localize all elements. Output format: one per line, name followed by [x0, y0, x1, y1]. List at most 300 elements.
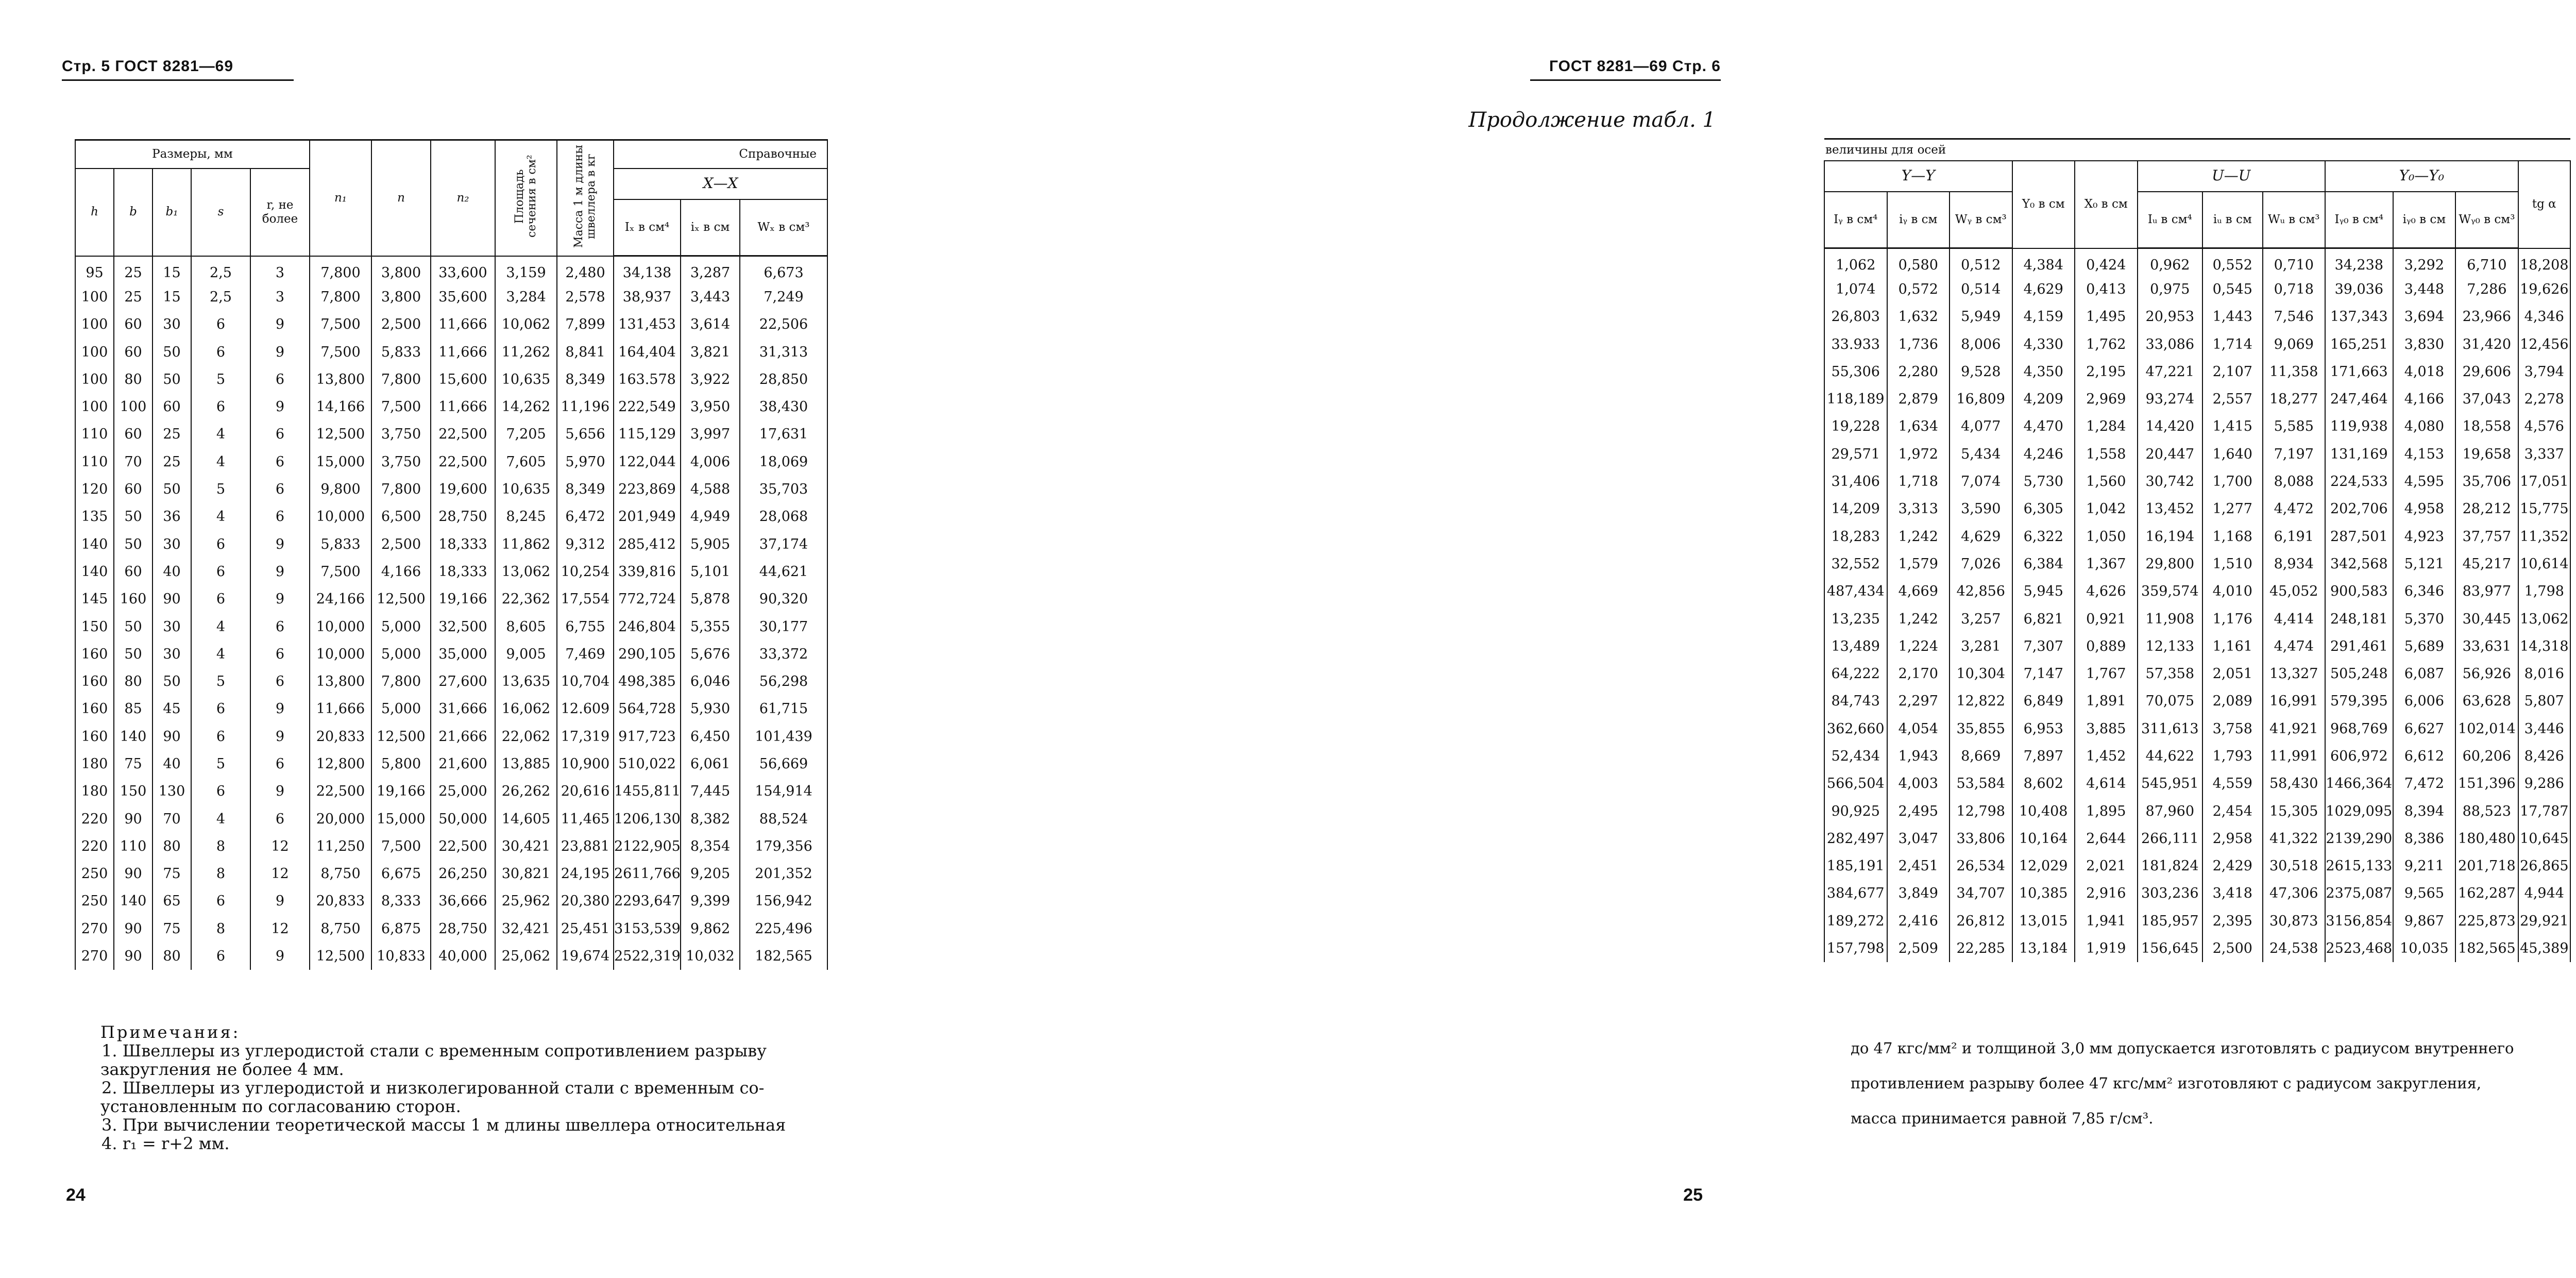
table-cell: 30,873: [2263, 907, 2326, 935]
table-cell: 1,767: [2075, 660, 2138, 687]
table-cell: 18,208: [2518, 248, 2570, 276]
table-cell: 3,443: [681, 283, 740, 311]
table-cell: 9,867: [2393, 907, 2456, 935]
table-row: [1824, 248, 2570, 276]
uu-group-header: U—U: [2138, 161, 2326, 192]
table-row: [1824, 523, 2570, 550]
table-cell: 20,447: [2138, 441, 2203, 468]
axes-caption: величины для осей: [1824, 139, 2570, 161]
table-cell: 8,382: [681, 805, 740, 832]
table-cell: 9: [250, 338, 310, 365]
table-cell: 12.609: [557, 695, 614, 722]
table-row: [1824, 687, 2570, 715]
table-cell: 131,169: [2325, 441, 2393, 468]
table-row: [75, 585, 827, 613]
table-row: [75, 805, 827, 832]
table-cell: 25,962: [495, 887, 557, 915]
table-cell: 3: [250, 256, 310, 283]
table-cell: 140: [75, 530, 114, 558]
table-cell: 164,404: [614, 338, 681, 365]
table-cell: 3,830: [2393, 330, 2456, 358]
table-cell: 0,512: [1950, 248, 2012, 276]
table-cell: 6: [191, 778, 250, 805]
table-cell: 4,159: [2012, 303, 2075, 330]
table-row: [1824, 358, 2570, 385]
table-row: [75, 833, 827, 860]
left-running-head: Стр. 5 ГОСТ 8281—69: [62, 58, 294, 81]
table-cell: 3: [250, 283, 310, 311]
table-cell: 7,147: [2012, 660, 2075, 687]
table-cell: 13,489: [1824, 633, 1887, 660]
table-cell: 8: [191, 833, 250, 860]
table-cell: 100: [75, 283, 114, 311]
table-cell: 19,166: [371, 778, 431, 805]
table-cell: 7,800: [371, 668, 431, 695]
table-cell: 2522,319: [614, 943, 681, 970]
table-cell: 180: [75, 778, 114, 805]
table-cell: 7,546: [2263, 303, 2326, 330]
table-cell: 0,552: [2202, 248, 2262, 276]
table-cell: 4: [191, 805, 250, 832]
table-cell: 2611,766: [614, 860, 681, 887]
table-cell: 30: [152, 613, 191, 640]
table-cell: 6: [191, 530, 250, 558]
table-cell: 1206,130: [614, 805, 681, 832]
table-cell: 968,769: [2325, 715, 2393, 743]
table-cell: 5,355: [681, 613, 740, 640]
table-cell: 14,209: [1824, 495, 1887, 523]
table-cell: 6: [250, 503, 310, 530]
table-cell: 9: [250, 311, 310, 338]
table-row: [75, 641, 827, 668]
area-header-text: Площадь сечения в см²: [513, 155, 538, 238]
table-cell: 4: [191, 503, 250, 530]
table-cell: 1,798: [2518, 578, 2570, 605]
table-cell: 160: [75, 668, 114, 695]
table-cell: 0,514: [1950, 276, 2012, 303]
table-cell: 39,036: [2325, 276, 2393, 303]
table-cell: 5,000: [371, 695, 431, 722]
table-cell: 5,800: [371, 750, 431, 778]
table-cell: 4,153: [2393, 441, 2456, 468]
table-cell: 44,622: [2138, 743, 2203, 770]
table-cell: 8,349: [557, 366, 614, 393]
table-cell: 17,554: [557, 585, 614, 613]
table-cell: 1,050: [2075, 523, 2138, 550]
table-cell: 185,957: [2138, 907, 2203, 935]
table-cell: 35,000: [431, 641, 495, 668]
table-cell: 7,500: [310, 338, 371, 365]
table-cell: 4,166: [2393, 385, 2456, 413]
table-cell: 38,937: [614, 283, 681, 311]
table-cell: 18,333: [431, 530, 495, 558]
table-cell: 58,430: [2263, 770, 2326, 797]
table-cell: 566,504: [1824, 770, 1887, 797]
table-cell: 7,445: [681, 778, 740, 805]
table-cell: 61,715: [740, 695, 827, 722]
table-cell: 9,399: [681, 887, 740, 915]
table-cell: 165,251: [2325, 330, 2393, 358]
table-cell: 41,322: [2263, 825, 2326, 852]
table-cell: 47,221: [2138, 358, 2203, 385]
table-cell: 12: [250, 915, 310, 943]
table-cell: 6,346: [2393, 578, 2456, 605]
table-cell: 2,454: [2202, 797, 2262, 825]
table-cell: 6,710: [2455, 248, 2518, 276]
col-area-header: [495, 140, 557, 256]
table-cell: 5: [191, 750, 250, 778]
table-cell: 225,496: [740, 915, 827, 943]
table-cell: 30,445: [2455, 605, 2518, 632]
table-cell: 20,833: [310, 723, 371, 750]
table-cell: 6,046: [681, 668, 740, 695]
table-cell: 35,855: [1950, 715, 2012, 743]
table-row: [75, 695, 827, 722]
table-cell: 6,673: [740, 256, 827, 283]
table-row: [75, 613, 827, 640]
table-cell: 22,062: [495, 723, 557, 750]
table-cell: 34,238: [2325, 248, 2393, 276]
table-cell: 1,443: [2202, 303, 2262, 330]
table-cell: 50: [114, 613, 152, 640]
col-n-header: n: [371, 140, 431, 256]
table-cell: 2,916: [2075, 880, 2138, 907]
table-cell: 0,580: [1887, 248, 1950, 276]
table-cell: 70: [152, 805, 191, 832]
table-row: [75, 943, 827, 970]
table-cell: 6,061: [681, 750, 740, 778]
table-cell: 4,470: [2012, 413, 2075, 440]
table-row: [75, 668, 827, 695]
table-cell: 7,500: [371, 393, 431, 421]
table-cell: 20,000: [310, 805, 371, 832]
table-cell: 189,272: [1824, 907, 1887, 935]
table-cell: 100: [114, 393, 152, 421]
table-cell: 33,086: [2138, 330, 2203, 358]
table-cell: 30,821: [495, 860, 557, 887]
table-cell: 88,524: [740, 805, 827, 832]
table-cell: 0,545: [2202, 276, 2262, 303]
table-cell: 250: [75, 887, 114, 915]
table-cell: 28,212: [2455, 495, 2518, 523]
table-cell: 4,576: [2518, 413, 2570, 440]
table-cell: 5,121: [2393, 550, 2456, 578]
col-x0-header: X₀ в см: [2075, 161, 2138, 248]
table-cell: 6: [191, 311, 250, 338]
table-cell: 27,600: [431, 668, 495, 695]
table-cell: 30,421: [495, 833, 557, 860]
table-cell: 9: [250, 393, 310, 421]
table-cell: 5,833: [310, 530, 371, 558]
table-cell: 64,222: [1824, 660, 1887, 687]
table-cell: 9,565: [2393, 880, 2456, 907]
table-cell: 5,730: [2012, 468, 2075, 495]
table-cell: 2,500: [371, 530, 431, 558]
table-cell: 10,614: [2518, 550, 2570, 578]
table-cell: 18,277: [2263, 385, 2326, 413]
table-cell: 3,292: [2393, 248, 2456, 276]
table-cell: 11,666: [310, 695, 371, 722]
table-cell: 12,798: [1950, 797, 2012, 825]
table-cell: 60: [114, 558, 152, 585]
table-cell: 1,367: [2075, 550, 2138, 578]
table-cell: 3,694: [2393, 303, 2456, 330]
table-cell: 6,953: [2012, 715, 2075, 743]
table-cell: 15,775: [2518, 495, 2570, 523]
table-cell: 4,614: [2075, 770, 2138, 797]
table-cell: 6,821: [2012, 605, 2075, 632]
table-row: [1824, 660, 2570, 687]
table-cell: 75: [152, 860, 191, 887]
table-cell: 1,632: [1887, 303, 1950, 330]
table-cell: 30,742: [2138, 468, 2203, 495]
table-cell: 12,500: [310, 421, 371, 448]
table-cell: 31,406: [1824, 468, 1887, 495]
table-cell: 181,824: [2138, 852, 2203, 880]
table-row: [75, 283, 827, 311]
col-b-header: b: [114, 169, 152, 256]
table-cell: 8,354: [681, 833, 740, 860]
left-page: [0, 0, 882, 1278]
table-cell: 33.933: [1824, 330, 1887, 358]
table-cell: 7,897: [2012, 743, 2075, 770]
table-cell: 4,077: [1950, 413, 2012, 440]
table-cell: 7,500: [310, 558, 371, 585]
table-cell: 3,950: [681, 393, 740, 421]
table-row: [1824, 880, 2570, 907]
table-cell: 122,044: [614, 448, 681, 476]
table-row: [1824, 468, 2570, 495]
table-cell: 156,942: [740, 887, 827, 915]
table-cell: 1,176: [2202, 605, 2262, 632]
table-cell: 5,000: [371, 641, 431, 668]
table-cell: 384,677: [1824, 880, 1887, 907]
mass-header-text: Масса 1 м длины швеллера в кг: [572, 145, 598, 248]
table-cell: 201,949: [614, 503, 681, 530]
col-iy0-small-header: iᵧ₀ в см: [2393, 192, 2456, 248]
table-cell: 1,700: [2202, 468, 2262, 495]
axis-values-table: [1824, 138, 2571, 962]
table-cell: 1455,811: [614, 778, 681, 805]
table-cell: 9: [250, 530, 310, 558]
table-row: [75, 311, 827, 338]
table-cell: 37,174: [740, 530, 827, 558]
table-cell: 4: [191, 641, 250, 668]
table-cell: 3,800: [371, 256, 431, 283]
table-row: [75, 503, 827, 530]
left-notes: [100, 1023, 806, 1153]
table-cell: 23,966: [2455, 303, 2518, 330]
table-cell: 8: [191, 860, 250, 887]
table-cell: 10,304: [1950, 660, 2012, 687]
table-cell: 23,881: [557, 833, 614, 860]
table-cell: 8,088: [2263, 468, 2326, 495]
table-cell: 80: [114, 366, 152, 393]
table-cell: 35,706: [2455, 468, 2518, 495]
table-cell: 14,420: [2138, 413, 2203, 440]
table-cell: 6: [191, 338, 250, 365]
table-cell: 6: [191, 723, 250, 750]
table-cell: 2,500: [2202, 935, 2262, 962]
table-cell: 50: [114, 503, 152, 530]
table-cell: 2,170: [1887, 660, 1950, 687]
table-cell: 487,434: [1824, 578, 1887, 605]
table-cell: 4,944: [2518, 880, 2570, 907]
table-cell: 50: [152, 366, 191, 393]
table-cell: 52,434: [1824, 743, 1887, 770]
table-cell: 20,380: [557, 887, 614, 915]
table-cell: 36,666: [431, 887, 495, 915]
table-cell: 270: [75, 915, 114, 943]
col-wx-header: Wₓ в см³: [740, 199, 827, 256]
table-cell: 80: [152, 943, 191, 970]
table-cell: 5,434: [1950, 441, 2012, 468]
table-cell: 6,500: [371, 503, 431, 530]
table-cell: 160: [75, 695, 114, 722]
table-cell: 18,069: [740, 448, 827, 476]
table-cell: 8,750: [310, 915, 371, 943]
table-cell: 45,217: [2455, 550, 2518, 578]
table-row: [75, 530, 827, 558]
table-cell: 11,358: [2263, 358, 2326, 385]
table-cell: 11,352: [2518, 523, 2570, 550]
table-cell: 25: [152, 448, 191, 476]
table-cell: 171,663: [2325, 358, 2393, 385]
table-cell: 157,798: [1824, 935, 1887, 962]
table-cell: 0,975: [2138, 276, 2203, 303]
col-wu-header: Wᵤ в см³: [2263, 192, 2326, 248]
table-cell: 545,951: [2138, 770, 2203, 797]
table-cell: 40: [152, 750, 191, 778]
table-cell: 1,634: [1887, 413, 1950, 440]
y0y0-group-header: Y₀—Y₀: [2325, 161, 2518, 192]
table-cell: 87,960: [2138, 797, 2203, 825]
table-cell: 11,465: [557, 805, 614, 832]
table-cell: 70: [114, 448, 152, 476]
col-iu-small-header: iᵤ в см: [2202, 192, 2262, 248]
table-cell: 118,189: [1824, 385, 1887, 413]
table-cell: 2,557: [2202, 385, 2262, 413]
table-row: [75, 915, 827, 943]
table-cell: 222,549: [614, 393, 681, 421]
table-cell: 4,054: [1887, 715, 1950, 743]
table-cell: 110: [75, 421, 114, 448]
col-iu-big-header: Iᵤ в см⁴: [2138, 192, 2203, 248]
table-cell: 10,385: [2012, 880, 2075, 907]
table-cell: 339,816: [614, 558, 681, 585]
table-cell: 20,953: [2138, 303, 2203, 330]
table-cell: 22,500: [431, 448, 495, 476]
table-cell: 19,658: [2455, 441, 2518, 468]
table-cell: 55,306: [1824, 358, 1887, 385]
table-cell: 16,194: [2138, 523, 2203, 550]
table-cell: 3,047: [1887, 825, 1950, 852]
table-cell: 29,800: [2138, 550, 2203, 578]
table-cell: 8,333: [371, 887, 431, 915]
table-cell: 34,138: [614, 256, 681, 283]
table-cell: 900,583: [2325, 578, 2393, 605]
right-running-head: ГОСТ 8281—69 Стр. 6: [1530, 58, 1721, 81]
table-cell: 150: [114, 778, 152, 805]
table-cell: 182,565: [740, 943, 827, 970]
table-cell: 11,196: [557, 393, 614, 421]
table-cell: 12,456: [2518, 330, 2570, 358]
table-cell: 2,969: [2075, 385, 2138, 413]
table-cell: 35,600: [431, 283, 495, 311]
table-cell: 90: [114, 915, 152, 943]
table-cell: 1,415: [2202, 413, 2262, 440]
table-cell: 30,518: [2263, 852, 2326, 880]
table-cell: 14,605: [495, 805, 557, 832]
table-cell: 606,972: [2325, 743, 2393, 770]
table-cell: 4,595: [2393, 468, 2456, 495]
table-cell: 4,350: [2012, 358, 2075, 385]
table-cell: 20,616: [557, 778, 614, 805]
table-row: [75, 860, 827, 887]
table-cell: 25,000: [431, 778, 495, 805]
table-cell: 1,714: [2202, 330, 2262, 358]
left-page-number: 24: [66, 1185, 86, 1205]
table-cell: 60,206: [2455, 743, 2518, 770]
table-cell: 8,669: [1950, 743, 2012, 770]
table-cell: 579,395: [2325, 687, 2393, 715]
table-cell: 37,043: [2455, 385, 2518, 413]
table-cell: 15,305: [2263, 797, 2326, 825]
right-page: [882, 0, 2569, 1278]
table-cell: 1,452: [2075, 743, 2138, 770]
table-cell: 3153,539: [614, 915, 681, 943]
table-cell: 0,710: [2263, 248, 2326, 276]
table-cell: 9,528: [1950, 358, 2012, 385]
table-cell: 3,800: [371, 283, 431, 311]
table-cell: 7,800: [310, 256, 371, 283]
table-cell: 6: [250, 613, 310, 640]
table-cell: 4,166: [371, 558, 431, 585]
table-cell: 4,330: [2012, 330, 2075, 358]
table-cell: 6: [191, 585, 250, 613]
table-cell: 115,129: [614, 421, 681, 448]
table-row: [1824, 633, 2570, 660]
table-cell: 2523,468: [2325, 935, 2393, 962]
table-cell: 3,614: [681, 311, 740, 338]
table-cell: 17,319: [557, 723, 614, 750]
table-cell: 220: [75, 805, 114, 832]
table-cell: 83,977: [2455, 578, 2518, 605]
table-cell: 498,385: [614, 668, 681, 695]
table-cell: 50: [152, 668, 191, 695]
table-cell: 5,949: [1950, 303, 2012, 330]
table-cell: 110: [114, 833, 152, 860]
table-cell: 75: [152, 915, 191, 943]
xx-group-header: X—X: [614, 169, 827, 199]
table-cell: 0,424: [2075, 248, 2138, 276]
table-cell: 4,080: [2393, 413, 2456, 440]
table-cell: 4,003: [1887, 770, 1950, 797]
table-row: [1824, 715, 2570, 743]
table-cell: 28,850: [740, 366, 827, 393]
note-line: масса принимается равной 7,85 г/см³.: [1851, 1109, 2154, 1127]
table-cell: 3,446: [2518, 715, 2570, 743]
table-cell: 505,248: [2325, 660, 2393, 687]
table-cell: 6: [191, 887, 250, 915]
table-cell: 47,306: [2263, 880, 2326, 907]
col-s-header: s: [191, 169, 250, 256]
table-row: [75, 723, 827, 750]
table-cell: 3,257: [1950, 605, 2012, 632]
table-cell: 2,021: [2075, 852, 2138, 880]
table-cell: 4,588: [681, 476, 740, 503]
table-cell: 6: [250, 448, 310, 476]
